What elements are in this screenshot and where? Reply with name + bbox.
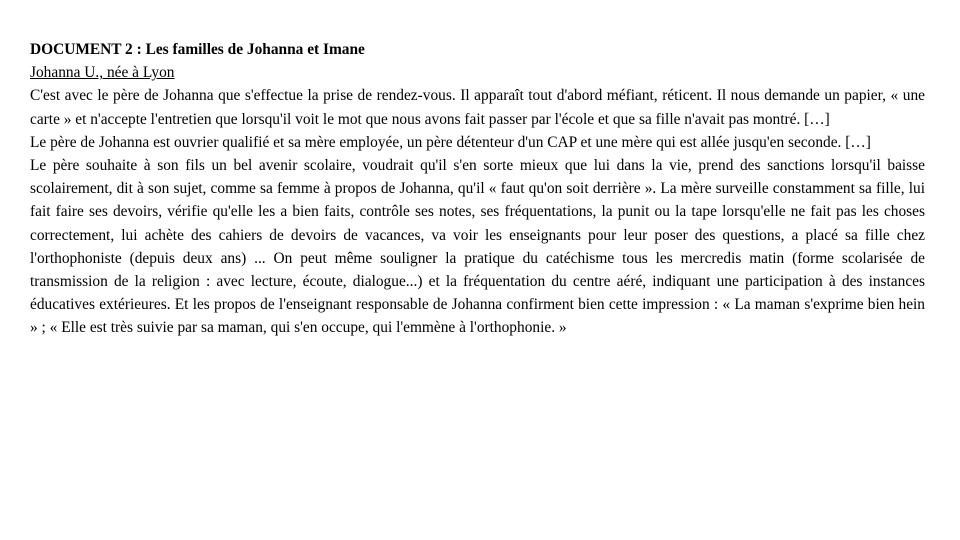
document-body — [30, 38, 925, 340]
paragraph-parents-professions: Le père de Johanna est ouvrier qualifié et sa mère employée, un père détenteur d'un CAP et une mère qui est allée jusqu'en seconde. […] — [30, 133, 871, 151]
paragraph-parental-involvement: Le père souhaite à son fils un bel avenir scolaire, voudrait qu'il s'en sorte mieux que lui dans la vie, prend des sanctions lorsqu'il baisse scolairement, dit à son sujet, comme sa femme à propos de Johanna, qu'il « faut qu'on soit derrière ». La mère surveille constamment sa fille, lui fait faire ses devoirs, vérifie qu'elle les a bien faits, contrôle ses notes, ses fréquentations, la punit ou la tape lorsqu'elle ne fait pas les choses correctement, lui achète des cahiers de devoirs de vacances, va voir les enseignants pour leur poser des questions, a placé sa fille chez l'orthophoniste (depuis deux ans) ... On peut même souligner la pratique du catéchisme tous les mercredis matin (forme scolarisée de transmission de la religion : avec lecture, écoute, dialogue...) et la fréquentation du centre aéré, indiquant une participation à des instances éducatives extérieures. Et les propos de l'enseignant responsable de Johanna confirment bien cette impression : « La maman s'exprime bien hein » ; « Elle est très suivie par sa maman, qui s'en occupe, qui l'emmène à l'orthophonie. » — [30, 157, 925, 337]
paragraph-appointment: C'est avec le père de Johanna que s'effectue la prise de rendez-vous. Il apparaît tout d'abord méfiant, réticent. Il nous demande un papier, « une carte » et n'accepte l'entretien que lorsqu'il voit le mot que nous avons fait passer par l'école et que sa fille n'avait pas montré. […] — [30, 87, 925, 128]
document-title: DOCUMENT 2 : Les familles de Johanna et Imane — [30, 41, 365, 58]
document-subtitle: Johanna U., née à Lyon — [30, 64, 175, 82]
